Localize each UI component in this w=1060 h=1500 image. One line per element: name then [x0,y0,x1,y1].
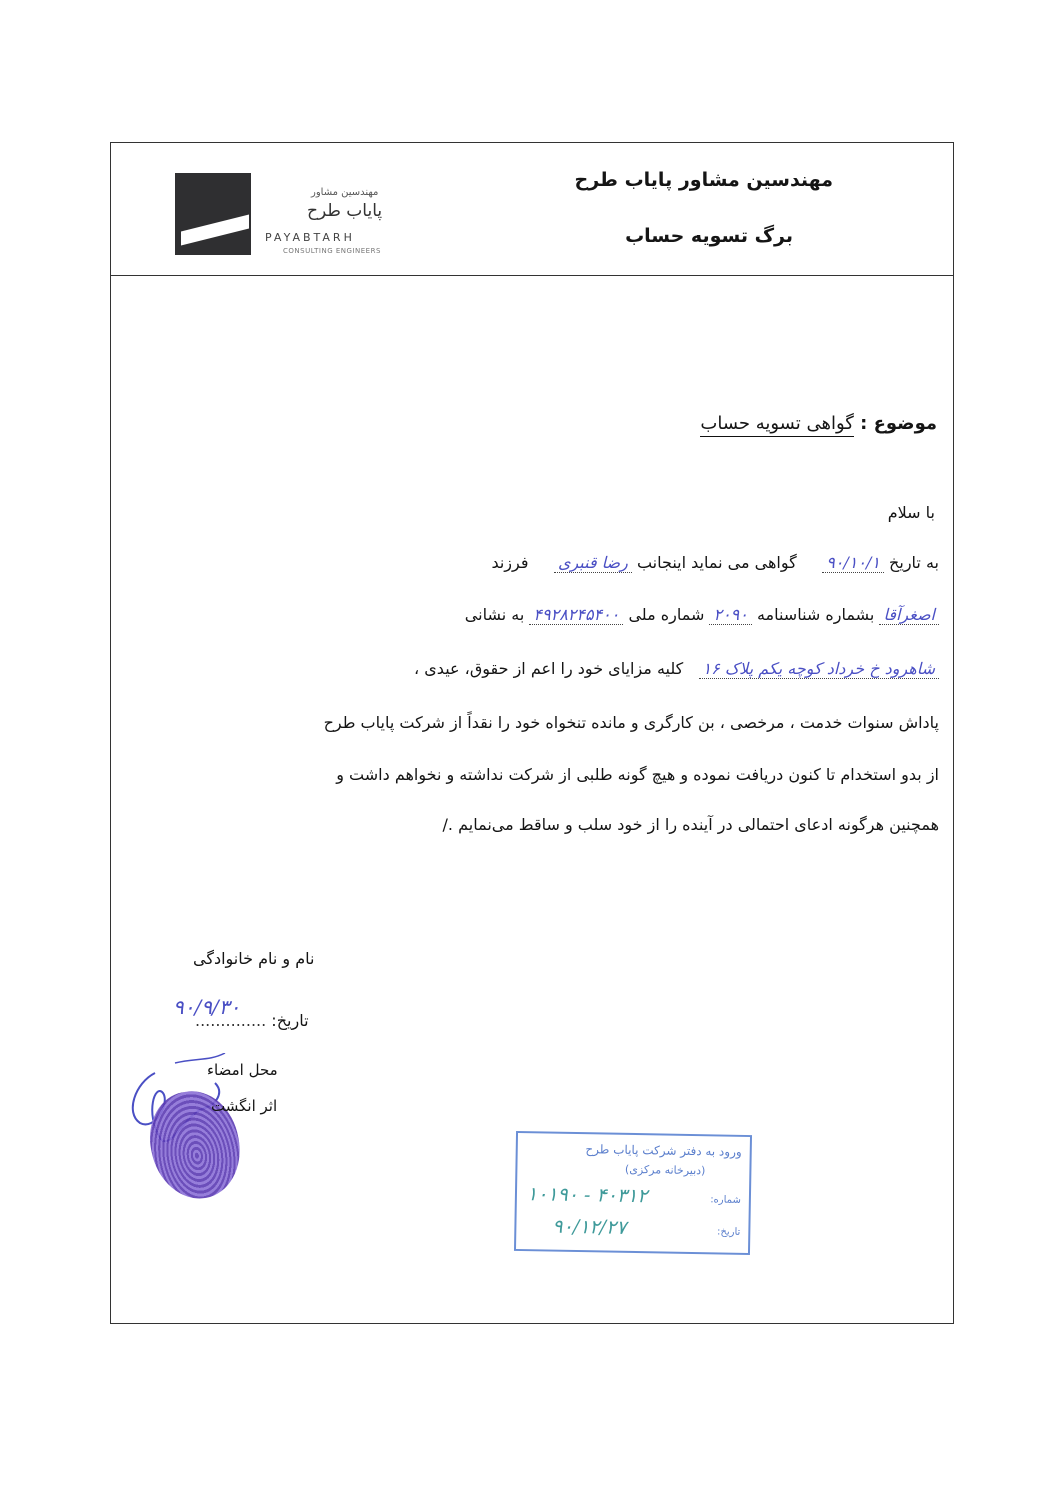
logo-fa-small: مهندسین مشاور [311,187,379,198]
handwritten-address: شاهرود خ خرداد کوچه یکم پلاک ۱۶ [699,659,939,679]
handwritten-signature-date: ۹۰/۹/۳۰ [173,995,241,1019]
text: بشماره شناسنامه [756,605,875,624]
handwritten-date: ۹۰/۱۰/۱ [822,553,884,573]
signature-date-line [195,1011,309,1030]
subject-label: موضوع : [860,413,937,434]
signature-place-label: محل امضاء [207,1061,278,1079]
stamp-number-label: شماره: [710,1194,741,1206]
greeting: با سلام [887,503,935,522]
stamp-number: ۱۰۱۹۰ - ۴۰۳۱۲ [526,1183,648,1208]
header-divider [111,275,953,276]
text: به نشانی [464,605,525,624]
document-frame [110,142,954,1324]
signature-name-label: نام و نام خانوادگی [193,949,315,968]
form-title: برگ تسویه حساب [625,225,793,247]
text: شماره ملی [628,605,705,624]
stamp-subtitle: (دبیرخانه مرکزی) [624,1162,706,1178]
registration-stamp [514,1131,752,1255]
body-line-1 [169,553,939,572]
body-line-3 [169,659,939,678]
signature-date-dots: .............. [195,1011,267,1030]
body-line-4: پاداش سنوات خدمت ، مرخصی ، بن کارگری و مانده تنخواه خود را نقداً از شرکت پایاب طرح [323,713,939,732]
stamp-date-label: تاریخ: [716,1226,741,1238]
subject-line [700,413,937,434]
body-line-2 [169,605,939,624]
handwritten-id-number: ۲۰۹۰ [709,605,751,625]
handwritten-national-code: ۴۹۲۸۲۴۵۴۰۰ [529,605,623,625]
text: به تاریخ [889,553,939,572]
text: گواهی می نماید اینجانب [636,553,797,572]
text: فرزند [491,553,529,572]
body-line-5: از بدو استخدام تا کنون دریافت نموده و هیچ گونه طلبی از شرکت نداشته و نخواهم داشت و [336,765,939,784]
fingerprint-label: اثر انگشت [211,1097,278,1115]
company-name: مهندسین مشاور پایاب طرح [574,169,833,191]
subject-value: گواهی تسویه حساب [700,413,853,437]
stamp-title: ورود به دفتر شرکت پایاب طرح [585,1142,742,1159]
body-line-6: همچنین هرگونه ادعای احتمالی در آینده را از خود سلب و ساقط می‌نمایم ./ [442,815,939,834]
handwritten-name: رضا قنبری [554,553,632,573]
logo-en-sub: CONSULTING ENGINEERS [283,247,381,255]
logo-en-name: PAYABTARH [265,231,355,244]
signature-date-label: تاریخ: [271,1011,309,1030]
handwritten-father-name: اصغرآقا [879,605,939,625]
stamp-date: ۹۰/۱۲/۲۷ [552,1215,627,1239]
text: کلیه مزایای خود را اعم از حقوق، عیدی ، [414,659,684,678]
company-logo-icon [175,173,251,255]
logo-fa-name: پایاب طرح [307,201,383,221]
